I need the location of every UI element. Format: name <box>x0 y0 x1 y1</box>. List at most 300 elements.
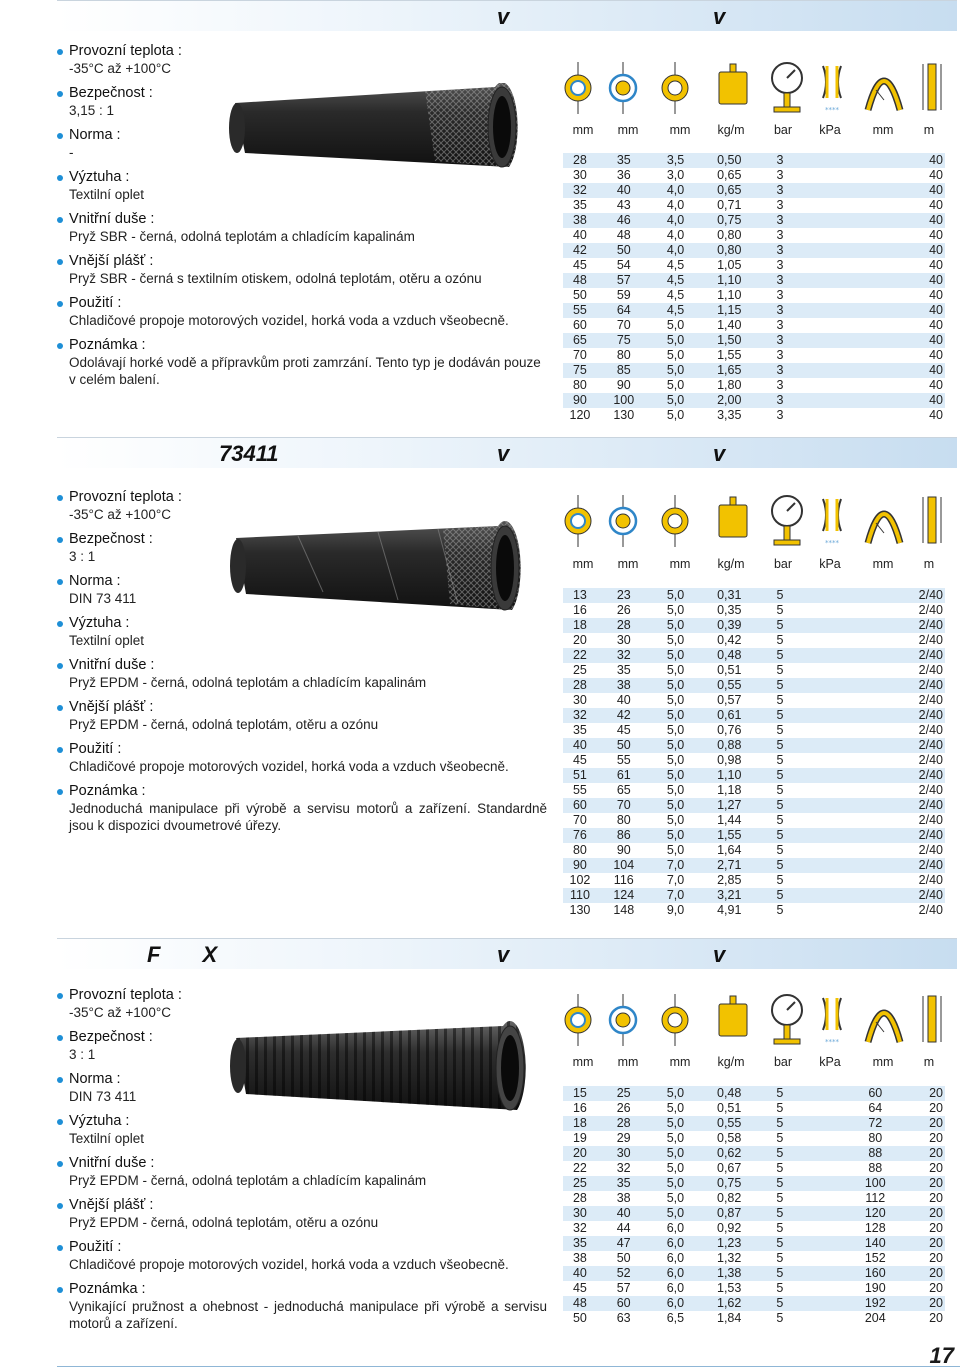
table-cell <box>849 783 901 798</box>
table-row <box>563 768 945 783</box>
table-cell: 40 <box>929 288 943 302</box>
table-cell <box>850 213 902 228</box>
table-cell: 40 <box>901 303 945 318</box>
table-cell <box>802 1131 850 1146</box>
unit-label: mm <box>872 557 894 571</box>
table-cell: 0,87 <box>700 1206 758 1221</box>
table-row <box>563 633 945 648</box>
table-cell: 5,0 <box>651 828 701 843</box>
table-cell: 16 <box>572 603 587 617</box>
table-cell: 5,0 <box>666 318 685 332</box>
table-row <box>563 828 945 843</box>
table-cell: 2/40 <box>918 633 943 647</box>
table-cell: 5 <box>758 678 802 693</box>
section-2-table <box>563 588 945 918</box>
table-cell: 1,62 <box>700 1296 758 1311</box>
table-cell: 190 <box>864 1281 886 1295</box>
table-cell: 5 <box>758 648 802 663</box>
table-cell: 26 <box>616 1101 631 1115</box>
table-cell <box>802 1236 850 1251</box>
table-cell <box>802 798 850 813</box>
table-cell: 0,75 <box>700 213 758 228</box>
table-cell: 3,21 <box>700 888 758 903</box>
table-cell: 128 <box>864 1221 886 1235</box>
table-cell: 20 <box>901 1296 945 1311</box>
table-cell: 5 <box>758 618 802 633</box>
table-cell: 55 <box>563 303 597 318</box>
table-cell: 1,50 <box>700 333 758 348</box>
table-cell: 35 <box>572 198 587 212</box>
table-cell: 2,00 <box>700 393 758 408</box>
prop-temperature: Provozní teplota : -35°C až +100°C <box>57 489 547 523</box>
table-cell: 70 <box>572 813 587 827</box>
table-cell: 20 <box>929 1311 943 1325</box>
table-cell: 1,23 <box>700 1236 758 1251</box>
table-row <box>563 1191 945 1206</box>
table-cell: 3 <box>776 228 784 242</box>
table-cell: 0,48 <box>700 1086 758 1101</box>
table-cell: 30 <box>572 168 587 182</box>
table-cell: 50 <box>572 288 587 302</box>
table-cell: 80 <box>868 1131 883 1145</box>
table-cell: 6,0 <box>666 1251 685 1265</box>
table-cell: 5 <box>776 1281 784 1295</box>
table-cell: 40 <box>929 258 943 272</box>
table-cell: 60 <box>572 318 587 332</box>
table-cell: 19 <box>572 1131 587 1145</box>
table-cell <box>802 393 850 408</box>
table-row <box>563 603 945 618</box>
table-cell: 40 <box>616 693 631 707</box>
table-cell <box>849 798 901 813</box>
table-row <box>563 1281 945 1296</box>
table-cell: 90 <box>563 393 597 408</box>
table-cell: 15 <box>563 1086 597 1101</box>
table-cell: 70 <box>616 318 631 332</box>
table-cell: 4,0 <box>651 183 701 198</box>
table-cell: 40 <box>929 168 943 182</box>
table-row <box>563 738 945 753</box>
table-cell: 38 <box>563 213 597 228</box>
table-cell: 40 <box>572 228 587 242</box>
table-row <box>563 1176 945 1191</box>
table-cell: 5,0 <box>651 1176 701 1191</box>
table-cell: 0,61 <box>700 708 758 723</box>
title-mark-2: v <box>713 441 726 466</box>
table-cell: 45 <box>572 1281 587 1295</box>
table-cell: 7,0 <box>651 888 701 903</box>
table-cell: 2/40 <box>901 798 945 813</box>
table-cell: 54 <box>616 258 631 272</box>
table-cell <box>802 1161 850 1176</box>
table-cell: 75 <box>597 333 651 348</box>
table-cell: 18 <box>563 1116 597 1131</box>
unit-label: kg/m <box>717 123 745 137</box>
table-cell: 5,0 <box>666 1191 685 1205</box>
table-row <box>563 888 945 903</box>
table-cell <box>849 888 901 903</box>
table-cell: 5,0 <box>666 603 685 617</box>
table-cell: 48 <box>563 273 597 288</box>
table-cell: 100 <box>597 393 651 408</box>
table-cell: 20 <box>901 1236 945 1251</box>
table-cell: 5,0 <box>651 768 701 783</box>
prop-temperature: Provozní teplota : -35°C až +100°C <box>57 43 547 77</box>
table-cell: 80 <box>572 843 587 857</box>
hose-image <box>228 520 533 615</box>
table-cell: 2/40 <box>918 753 943 767</box>
title-code: 73411 <box>219 441 279 466</box>
table-cell: 3,35 <box>717 408 742 422</box>
table-cell <box>802 603 850 618</box>
unit-label: kg/m <box>717 1055 745 1069</box>
table-cell <box>802 1146 850 1161</box>
table-cell: 0,51 <box>717 1101 742 1115</box>
svg-text:****: **** <box>825 539 839 547</box>
prop-inner-tube: Vnitřní duše : Pryž EPDM - černá, odolná teplotám a chladícím kapalinám <box>57 657 547 691</box>
table-row <box>563 1101 945 1116</box>
table-cell: 3 <box>776 288 784 302</box>
table-cell: 7,0 <box>651 858 701 873</box>
table-row <box>563 903 945 918</box>
table-cell: 20 <box>929 1251 943 1265</box>
table-cell: 0,75 <box>700 1176 758 1191</box>
table-cell: 23 <box>597 588 651 603</box>
table-cell: 32 <box>563 183 597 198</box>
table-cell <box>849 693 901 708</box>
table-cell: 2/40 <box>901 708 945 723</box>
table-cell: 25 <box>572 663 587 677</box>
table-cell: 5 <box>758 798 802 813</box>
unit-label: bar <box>773 557 793 571</box>
table-cell <box>849 708 901 723</box>
table-cell <box>849 753 901 768</box>
table-cell: 102 <box>569 873 591 887</box>
unit-label: kPa <box>819 557 841 571</box>
table-row <box>563 753 945 768</box>
table-cell: 76 <box>563 828 597 843</box>
table-row <box>563 168 945 183</box>
table-cell: 26 <box>616 603 631 617</box>
table-cell: 120 <box>569 408 591 422</box>
table-cell: 5 <box>776 903 784 917</box>
table-row <box>563 648 945 663</box>
table-cell: 36 <box>616 168 631 182</box>
table-cell: 25 <box>563 1176 597 1191</box>
table-cell <box>802 1251 850 1266</box>
table-cell: 5,0 <box>666 753 685 767</box>
table-cell: 1,32 <box>717 1251 742 1265</box>
title-mark-1: v <box>497 942 510 967</box>
table-cell: 40 <box>929 408 943 422</box>
table-cell: 3 <box>776 168 784 182</box>
table-cell: 40 <box>901 333 945 348</box>
table-cell: 30 <box>563 1206 597 1221</box>
table-cell: 20 <box>929 1101 943 1115</box>
table-cell: 3 <box>776 198 784 212</box>
table-cell <box>850 333 902 348</box>
table-cell: 0,82 <box>717 1191 742 1205</box>
table-cell: 40 <box>901 273 945 288</box>
prop-norm: Norma : - <box>57 127 547 161</box>
table-row <box>563 303 945 318</box>
table-cell: 22 <box>563 648 597 663</box>
section-3-table <box>563 1086 945 1326</box>
table-row <box>563 708 945 723</box>
table-cell <box>849 768 901 783</box>
section-2-titlebar <box>57 437 957 468</box>
table-row <box>563 378 945 393</box>
table-cell <box>802 348 850 363</box>
table-cell: 52 <box>597 1266 651 1281</box>
table-row <box>563 228 945 243</box>
table-cell: 0,51 <box>717 663 742 677</box>
table-cell <box>850 258 902 273</box>
table-row <box>563 1206 945 1221</box>
table-cell: 5 <box>758 858 802 873</box>
table-cell: 2/40 <box>901 588 945 603</box>
table-cell: 4,0 <box>666 228 685 242</box>
title-code: F X <box>147 942 236 967</box>
table-cell <box>802 183 850 198</box>
table-cell: 1,84 <box>717 1311 742 1325</box>
table-cell <box>850 378 902 393</box>
table-cell <box>802 813 850 828</box>
table-cell: 46 <box>597 213 651 228</box>
table-cell: 48 <box>563 1296 597 1311</box>
table-cell: 5 <box>776 1251 784 1265</box>
unit-label: mm <box>572 1055 594 1069</box>
table-row <box>563 273 945 288</box>
table-cell: 6,5 <box>666 1311 685 1325</box>
title-mark-1: v <box>497 4 510 29</box>
table-cell: 0,62 <box>700 1146 758 1161</box>
table-row <box>563 1266 945 1281</box>
table-cell: 3 <box>776 378 784 392</box>
table-cell: 130 <box>569 903 591 917</box>
table-cell <box>849 603 901 618</box>
table-cell: 0,98 <box>717 753 742 767</box>
table-cell: 4,5 <box>666 258 685 272</box>
unit-label: m <box>923 123 935 137</box>
table-cell <box>802 753 850 768</box>
table-cell: 2/40 <box>918 783 943 797</box>
table-cell <box>802 1296 850 1311</box>
table-cell: 1,80 <box>717 378 742 392</box>
table-cell <box>849 723 901 738</box>
table-cell: 2/40 <box>901 678 945 693</box>
prop-inner-tube: Vnitřní duše : Pryž SBR - černá, odolná teplotám a chladícím kapalinám <box>57 211 547 245</box>
table-cell: 55 <box>616 753 631 767</box>
prop-safety: Bezpečnost : 3 : 1 <box>57 1029 547 1063</box>
table-cell: 5 <box>776 723 784 737</box>
table-row <box>563 678 945 693</box>
table-cell: 5,0 <box>651 1146 701 1161</box>
table-cell <box>802 228 850 243</box>
table-row <box>563 693 945 708</box>
table-cell: 1,10 <box>700 768 758 783</box>
table-cell: 5 <box>758 738 802 753</box>
unit-label: mm <box>617 1055 639 1069</box>
unit-label: mm <box>572 557 594 571</box>
table-cell: 35 <box>616 663 631 677</box>
table-cell: 5 <box>776 873 784 887</box>
table-cell <box>802 693 850 708</box>
table-cell: 4,5 <box>666 288 685 302</box>
table-cell: 45 <box>572 753 587 767</box>
table-cell: 40 <box>901 393 945 408</box>
table-cell: 20 <box>929 1281 943 1295</box>
table-cell: 57 <box>616 1281 631 1295</box>
table-cell: 5 <box>776 693 784 707</box>
unit-label: m <box>923 557 935 571</box>
table-cell: 5,0 <box>651 393 701 408</box>
table-cell <box>802 378 850 393</box>
table-cell: 5 <box>758 828 802 843</box>
table-cell: 20 <box>901 1176 945 1191</box>
table-cell: 32 <box>572 1221 587 1235</box>
table-cell: 60 <box>597 1296 651 1311</box>
table-cell: 20 <box>901 1266 945 1281</box>
table-cell: 5,0 <box>666 408 685 422</box>
table-row <box>563 1251 945 1266</box>
table-row <box>563 798 945 813</box>
table-cell: 59 <box>616 288 631 302</box>
table-cell: 116 <box>613 873 634 887</box>
table-cell: 2/40 <box>918 813 943 827</box>
table-cell: 65 <box>616 783 631 797</box>
table-cell <box>850 168 902 183</box>
table-cell: 2/40 <box>901 858 945 873</box>
table-cell: 0,55 <box>700 1116 758 1131</box>
table-cell: 5 <box>758 1086 802 1101</box>
table-cell: 3 <box>758 273 802 288</box>
table-cell: 32 <box>597 648 651 663</box>
table-cell <box>802 663 850 678</box>
table-cell: 22 <box>572 1161 587 1175</box>
table-cell: 5 <box>776 663 784 677</box>
unit-label: m <box>923 1055 935 1069</box>
table-row <box>563 783 945 798</box>
table-cell: 86 <box>597 828 651 843</box>
table-cell <box>802 738 850 753</box>
table-cell: 5 <box>776 783 784 797</box>
table-cell <box>849 858 901 873</box>
table-cell: 0,65 <box>717 168 742 182</box>
table-cell <box>850 318 902 333</box>
table-cell: 192 <box>849 1296 901 1311</box>
table-cell <box>802 243 850 258</box>
table-cell <box>802 723 850 738</box>
table-row <box>563 258 945 273</box>
table-cell: 112 <box>865 1191 886 1205</box>
table-cell: 5,0 <box>666 1101 685 1115</box>
table-cell: 1,44 <box>717 813 742 827</box>
table-cell <box>802 1221 850 1236</box>
table-cell: 6,0 <box>651 1266 701 1281</box>
table-cell: 5 <box>758 588 802 603</box>
svg-text:****: **** <box>825 106 839 114</box>
table-cell <box>849 633 901 648</box>
table-cell: 45 <box>616 723 631 737</box>
table-cell: 2/40 <box>901 618 945 633</box>
table-row <box>563 663 945 678</box>
table-cell <box>802 618 850 633</box>
table-cell: 124 <box>597 888 651 903</box>
page-bottom-rule <box>57 1366 960 1367</box>
table-cell: 40 <box>929 378 943 392</box>
table-cell <box>802 318 850 333</box>
table-cell: 64 <box>868 1101 883 1115</box>
table-cell: 160 <box>849 1266 901 1281</box>
table-cell: 130 <box>613 408 635 422</box>
table-cell: 0,35 <box>717 603 742 617</box>
table-cell: 40 <box>597 1206 651 1221</box>
table-cell: 1,10 <box>717 288 742 302</box>
table-cell: 1,53 <box>717 1281 742 1295</box>
table-cell: 50 <box>616 1251 631 1265</box>
table-cell: 28 <box>597 1116 651 1131</box>
table-cell: 80 <box>616 813 631 827</box>
table-cell <box>802 588 850 603</box>
table-cell <box>849 663 901 678</box>
table-cell <box>802 633 850 648</box>
table-cell: 5 <box>776 603 784 617</box>
table-cell: 20 <box>929 1191 943 1205</box>
table-cell: 5 <box>758 888 802 903</box>
table-cell: 5,0 <box>651 678 701 693</box>
section-3-titlebar <box>57 938 957 969</box>
unit-label: mm <box>617 123 639 137</box>
table-row <box>563 393 945 408</box>
table-cell: 44 <box>616 1221 631 1235</box>
table-cell: 5 <box>776 813 784 827</box>
table-cell <box>850 273 902 288</box>
table-row <box>563 1311 945 1326</box>
table-cell: 5,0 <box>666 378 685 392</box>
section-3-icons <box>563 992 955 1048</box>
prop-note: Poznámka : Odolávají horké vodě a přípravkům proti zamrzání. Tento typ je dodáván pouze v celém balení. <box>57 337 547 388</box>
unit-label: kPa <box>819 1055 841 1069</box>
table-cell <box>802 288 850 303</box>
table-row <box>563 723 945 738</box>
table-cell <box>850 198 902 213</box>
table-cell: 45 <box>572 258 587 272</box>
table-cell: 5,0 <box>651 1086 701 1101</box>
table-cell: 0,76 <box>717 723 742 737</box>
table-cell: 3 <box>776 318 784 332</box>
table-cell: 43 <box>616 198 631 212</box>
table-cell: 0,80 <box>717 228 742 242</box>
table-row <box>563 333 945 348</box>
table-cell: 20 <box>563 1146 597 1161</box>
table-cell: 1,05 <box>717 258 742 272</box>
table-cell <box>802 408 850 423</box>
unit-label: mm <box>872 123 894 137</box>
table-cell: 5,0 <box>651 588 701 603</box>
table-cell <box>850 243 902 258</box>
table-cell <box>849 648 901 663</box>
section-1-titlebar <box>57 0 957 31</box>
table-cell: 120 <box>849 1206 901 1221</box>
table-row <box>563 1131 945 1146</box>
unit-label: kg/m <box>717 557 745 571</box>
table-cell: 29 <box>616 1131 631 1145</box>
table-row <box>563 363 945 378</box>
table-cell: 35 <box>597 153 651 168</box>
table-cell: 1,64 <box>717 843 742 857</box>
prop-note: Poznámka : Vynikající pružnost a ohebnost - jednoduchá manipulace při výrobě a servisu motorů a zařízení. <box>69 1281 547 1331</box>
